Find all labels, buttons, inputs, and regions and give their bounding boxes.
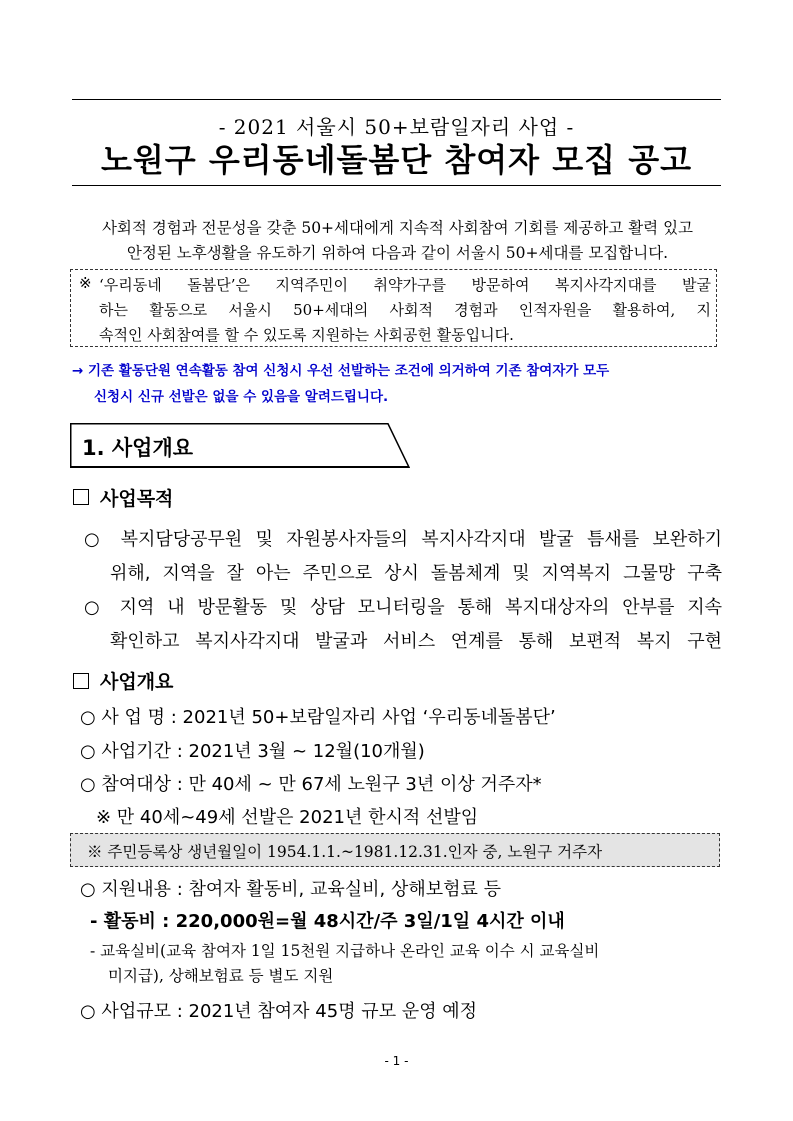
overview-item-name: ○ 사 업 명 : 2021년 50+보람일자리 사업 ‘우리동네돌봄단’ <box>80 707 556 728</box>
intro-line: 안정된 노후생활을 유도하기 위하여 다음과 같이 서울시 50+세대를 모집합니다. <box>126 244 669 262</box>
overview-item-target: ○ 참여대상 : 만 40세 ~ 만 67세 노원구 3년 이상 거주자* <box>80 774 542 795</box>
edu-cost-line: 미지급), 상해보험료 등 별도 지원 <box>108 967 334 985</box>
title-rule <box>72 185 721 186</box>
eligibility-note-text: ※ 주민등록상 생년월일이 1954.1.1.~1981.12.31.인자 중, 노원구 거주자 <box>87 843 603 861</box>
purpose-item-line: ○ 복지담당공무원 및 자원봉사자들의 복지사각지대 발굴 틈새를 보완하기 <box>84 529 722 550</box>
checkbox-icon <box>73 673 89 689</box>
section-title: 1. 사업개요 <box>82 436 194 460</box>
overview-heading: 사업개요 <box>100 671 174 693</box>
purpose-item-line: ○ 지역 내 방문활동 및 상담 모니터링을 통해 복지대상자의 안부를 지속 <box>84 597 722 618</box>
overview-item-support: ○ 지원내용 : 참여자 활동비, 교육실비, 상해보험료 등 <box>80 879 502 900</box>
purpose-item-line: 확인하고 복지사각지대 발굴과 서비스 연계를 통해 보편적 복지 구현 <box>110 631 722 652</box>
purpose-item-line: 위해, 지역을 잘 아는 주민으로 상시 돌봄체계 및 지역복지 그물망 구축 <box>110 563 722 584</box>
page-subtitle: - 2021 서울시 50+보람일자리 사업 - <box>218 115 575 139</box>
edu-cost-line: - 교육실비(교육 참여자 1일 15천원 지급하나 온라인 교육 이수 시 교육실비 <box>90 942 600 960</box>
note-line: ‘우리동네 돌봄단’은 지역주민이 취약가구를 방문하여 복지사각지대를 발굴 <box>99 276 711 294</box>
notice-line: → 기존 활동단원 연속활동 참여 신청시 우선 선발하는 조건에 의거하여 기존 참여자가 모두 <box>72 363 610 379</box>
intro-paragraph <box>66 216 729 266</box>
overview-item-scale: ○ 사업규모 : 2021년 참여자 45명 규모 운영 예정 <box>80 1001 478 1022</box>
activity-fee-line: - 활동비 : 220,000원=월 48시간/주 3일/1일 4시간 이내 <box>90 911 565 932</box>
eligibility-note-box <box>70 833 720 867</box>
overview-target-note: ※ 만 40세~49세 선발은 2021년 한시적 선발임 <box>96 807 479 828</box>
page-number: - 1 - <box>384 1054 409 1068</box>
overview-item-period: ○ 사업기간 : 2021년 3월 ~ 12월(10개월) <box>80 741 425 762</box>
notice-line: 신청시 신규 선발은 없을 수 있음을 알려드립니다. <box>94 389 389 405</box>
page-title: 노원구 우리동네돌봄단 참여자 모집 공고 <box>100 141 693 179</box>
purpose-heading: 사업목적 <box>100 488 174 510</box>
note-line: 속적인 사회참여를 할 수 있도록 지원하는 사회공헌 활동입니다. <box>99 326 514 344</box>
top-rule <box>72 99 721 100</box>
note-mark: ※ <box>79 274 92 292</box>
note-line: 하는 활동으로 서울시 50+세대의 사회적 경험과 인적자원을 활용하여, 지 <box>99 301 711 319</box>
definition-note-box <box>70 269 717 347</box>
intro-line: 사회적 경험과 전문성을 갖춘 50+세대에게 지속적 사회참여 기회를 제공하고 활력 있고 <box>101 219 694 237</box>
priority-notice <box>72 358 732 410</box>
checkbox-icon <box>73 489 89 505</box>
